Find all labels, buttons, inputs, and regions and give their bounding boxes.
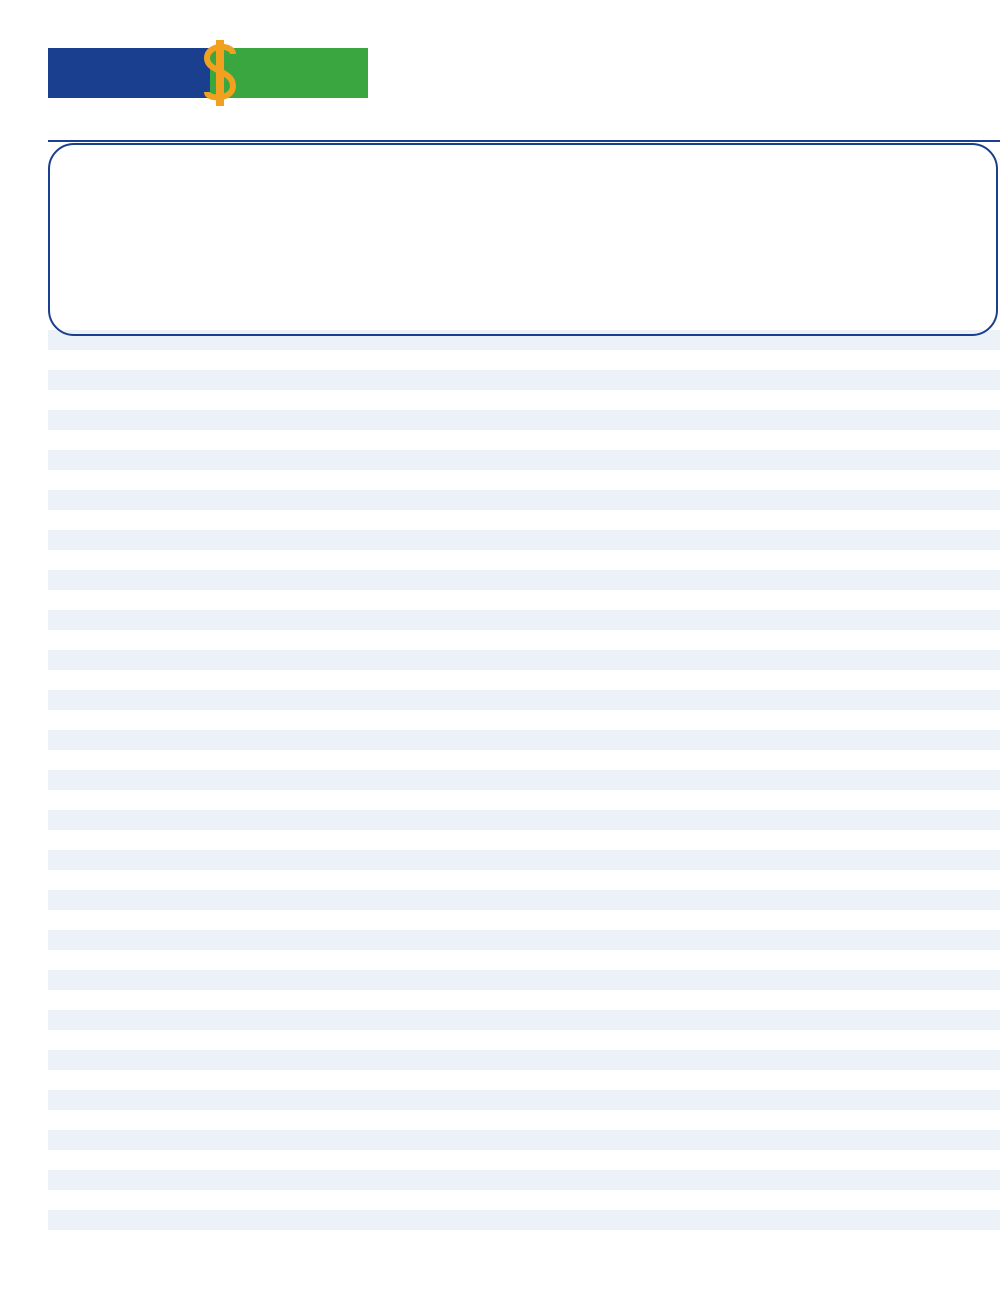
logo-siloam-text — [48, 48, 210, 98]
background-stripes — [48, 330, 1000, 1230]
logo-emblem-icon — [203, 40, 237, 106]
header-rule — [48, 140, 1000, 142]
siloam-logo — [48, 48, 368, 98]
patient-info-box — [48, 143, 998, 336]
